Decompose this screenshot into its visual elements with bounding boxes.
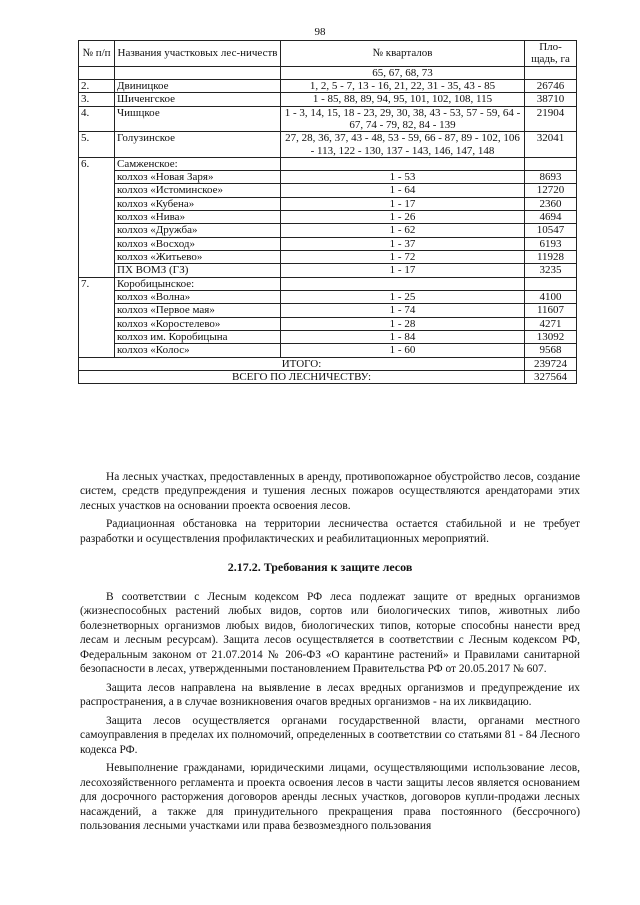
row-blocks: 1 - 3, 14, 15, 18 - 23, 29, 30, 38, 43 - 53, 57 - 59, 64 - 67, 74 - 79, 82, 84 - 139 [281, 106, 525, 132]
row-name: колхоз «Колос» [115, 344, 281, 357]
paragraph: В соответствии с Лесным кодексом РФ леса подлежат защите от вредных организмов (жизнеспособных растений любых видов, сортов или биологических типов, животных либо болезнетворных организмов любых видов, биологических типов, которые способны нанести вред лесам и лесным ресурсам). Защита лесов осуществляется в соответствии с Лесным кодексом РФ, Федеральным законом от 21.07.2014 № 206-ФЗ «О карантине растений» и Правилами санитарной безопасности в лесах, утвержденными постановлением Правительства РФ от 20.05.2017 № 607. [80, 591, 580, 676]
table-row [79, 237, 577, 250]
header-area: Пло-щадь, га [525, 41, 577, 67]
row-area: 9568 [525, 344, 577, 357]
row-blocks: 1 - 84 [281, 330, 525, 343]
row-area: 3235 [525, 264, 577, 277]
table-row [79, 184, 577, 197]
header-name: Названия участковых лес-ничеств [115, 41, 281, 67]
row-name: Голузинское [115, 132, 281, 158]
row-area: 13092 [525, 330, 577, 343]
table-row [79, 171, 577, 184]
row-name: колхоз «Первое мая» [115, 304, 281, 317]
row-area: 21904 [525, 106, 577, 132]
table-header-row [79, 41, 577, 67]
row-name: колхоз «Нива» [115, 211, 281, 224]
row-name: колхоз «Новая Заря» [115, 171, 281, 184]
table-row [79, 224, 577, 237]
table-row [79, 330, 577, 343]
table-row [79, 290, 577, 303]
paragraph: Радиационная обстановка на территории лесничества остается стабильной и не требует разработки и осуществления профилактических и реабилитационных мероприятий. [80, 518, 580, 545]
group-num: 6. [79, 157, 115, 277]
row-name: колхоз «Житьево» [115, 251, 281, 264]
row-blocks: 1 - 53 [281, 171, 525, 184]
forestry-table [78, 40, 577, 384]
row-blocks: 1 - 72 [281, 251, 525, 264]
row-area: 11928 [525, 251, 577, 264]
row-area: 11607 [525, 304, 577, 317]
row-blocks: 1 - 74 [281, 304, 525, 317]
table-row [79, 211, 577, 224]
total-value: 239724 [525, 357, 577, 370]
paragraph: На лесных участках, предоставленных в аренду, противопожарное обустройство лесов, создание систем, средств предупреждения и тушения лесных пожаров осуществляются арендаторами этих лесных участков на основании проекта освоения лесов. [80, 471, 580, 512]
row-num: 4. [79, 106, 115, 132]
row-blocks: 27, 28, 36, 37, 43 - 48, 53 - 59, 66 - 87, 89 - 102, 106 - 113, 122 - 130, 137 - 143, 146, 147, 148 [281, 132, 525, 158]
row-blocks: 1 - 17 [281, 264, 525, 277]
row-name: ПХ ВОМЗ (ГЗ) [115, 264, 281, 277]
table-row [79, 304, 577, 317]
table-row [79, 277, 577, 290]
row-blocks: 1 - 62 [281, 224, 525, 237]
row-name: колхоз «Восход» [115, 237, 281, 250]
group-num: 7. [79, 277, 115, 357]
row-num: 3. [79, 93, 115, 106]
table-row [79, 264, 577, 277]
row-name: Шиченгское [115, 93, 281, 106]
total-row [79, 357, 577, 370]
row-blocks: 1 - 60 [281, 344, 525, 357]
section-heading: 2.17.2. Требования к защите лесов [227, 560, 413, 574]
row-blocks: 1 - 26 [281, 211, 525, 224]
top-paragraphs [80, 470, 580, 550]
page-number: 98 [314, 26, 326, 38]
table-row [79, 251, 577, 264]
table-row [79, 79, 577, 92]
row-area: 26746 [525, 79, 577, 92]
row-name: колхоз «Дружба» [115, 224, 281, 237]
table-row [79, 66, 577, 79]
grand-total-row [79, 370, 577, 383]
row-blocks: 1 - 17 [281, 197, 525, 210]
row-area: 2360 [525, 197, 577, 210]
table-row [79, 106, 577, 132]
row-blocks: 1 - 25 [281, 290, 525, 303]
row-name: колхоз «Истоминское» [115, 184, 281, 197]
group-name: Самженское: [115, 157, 281, 170]
row-area: 8693 [525, 171, 577, 184]
row-area: 38710 [525, 93, 577, 106]
table-row [79, 132, 577, 158]
grand-total-value: 327564 [525, 370, 577, 383]
row-num: 2. [79, 79, 115, 92]
header-blocks: № кварталов [281, 41, 525, 67]
row-name: колхоз им. Коробицына [115, 330, 281, 343]
table-row [79, 344, 577, 357]
group-name: Коробицынское: [115, 277, 281, 290]
table-row [79, 197, 577, 210]
row-blocks: 1 - 64 [281, 184, 525, 197]
table-row [79, 93, 577, 106]
grand-total-label: ВСЕГО ПО ЛЕСНИЧЕСТВУ: [79, 370, 525, 383]
row-name: колхоз «Волна» [115, 290, 281, 303]
row-name: Двиницкое [115, 79, 281, 92]
row-area: 10547 [525, 224, 577, 237]
row-area: 4694 [525, 211, 577, 224]
row-name: колхоз «Коростелево» [115, 317, 281, 330]
carry-over-blocks: 65, 67, 68, 73 [281, 66, 525, 79]
table-row [79, 317, 577, 330]
row-blocks: 1 - 85, 88, 89, 94, 95, 101, 102, 108, 115 [281, 93, 525, 106]
row-name: Чишцкое [115, 106, 281, 132]
row-num: 5. [79, 132, 115, 158]
row-blocks: 1, 2, 5 - 7, 13 - 16, 21, 22, 31 - 35, 43 - 85 [281, 79, 525, 92]
row-blocks: 1 - 37 [281, 237, 525, 250]
row-area: 4271 [525, 317, 577, 330]
row-area: 6193 [525, 237, 577, 250]
header-num: № п/п [79, 41, 115, 67]
bottom-paragraphs [80, 590, 580, 838]
paragraph: Защита лесов осуществляется органами государственной власти, органами местного самоуправления в пределах их полномочий, определенных в соответствии со статьями 81 - 84 Лесного кодекса РФ. [80, 714, 580, 756]
row-area: 4100 [525, 290, 577, 303]
table-row [79, 157, 577, 170]
paragraph: Невыполнение гражданами, юридическими лицами, осуществляющими использование лесов, лесохозяйственного регламента и проекта освоения лесов в части защиты лесов является основанием для досрочного расторжения договоров аренды лесных участков, договоров купли-продажи лесных насаждений, а также для принудительного прекращения права постоянного (бессрочного) пользования лесными участками или права безвозмездного пользования [80, 762, 580, 833]
row-area: 12720 [525, 184, 577, 197]
row-blocks: 1 - 28 [281, 317, 525, 330]
row-area: 32041 [525, 132, 577, 158]
total-label: ИТОГО: [79, 357, 525, 370]
paragraph: Защита лесов направлена на выявление в лесах вредных организмов и предупреждение их распространения, а в случае возникновения очагов вредных организмов - на их ликвидацию. [80, 681, 580, 709]
row-name: колхоз «Кубена» [115, 197, 281, 210]
